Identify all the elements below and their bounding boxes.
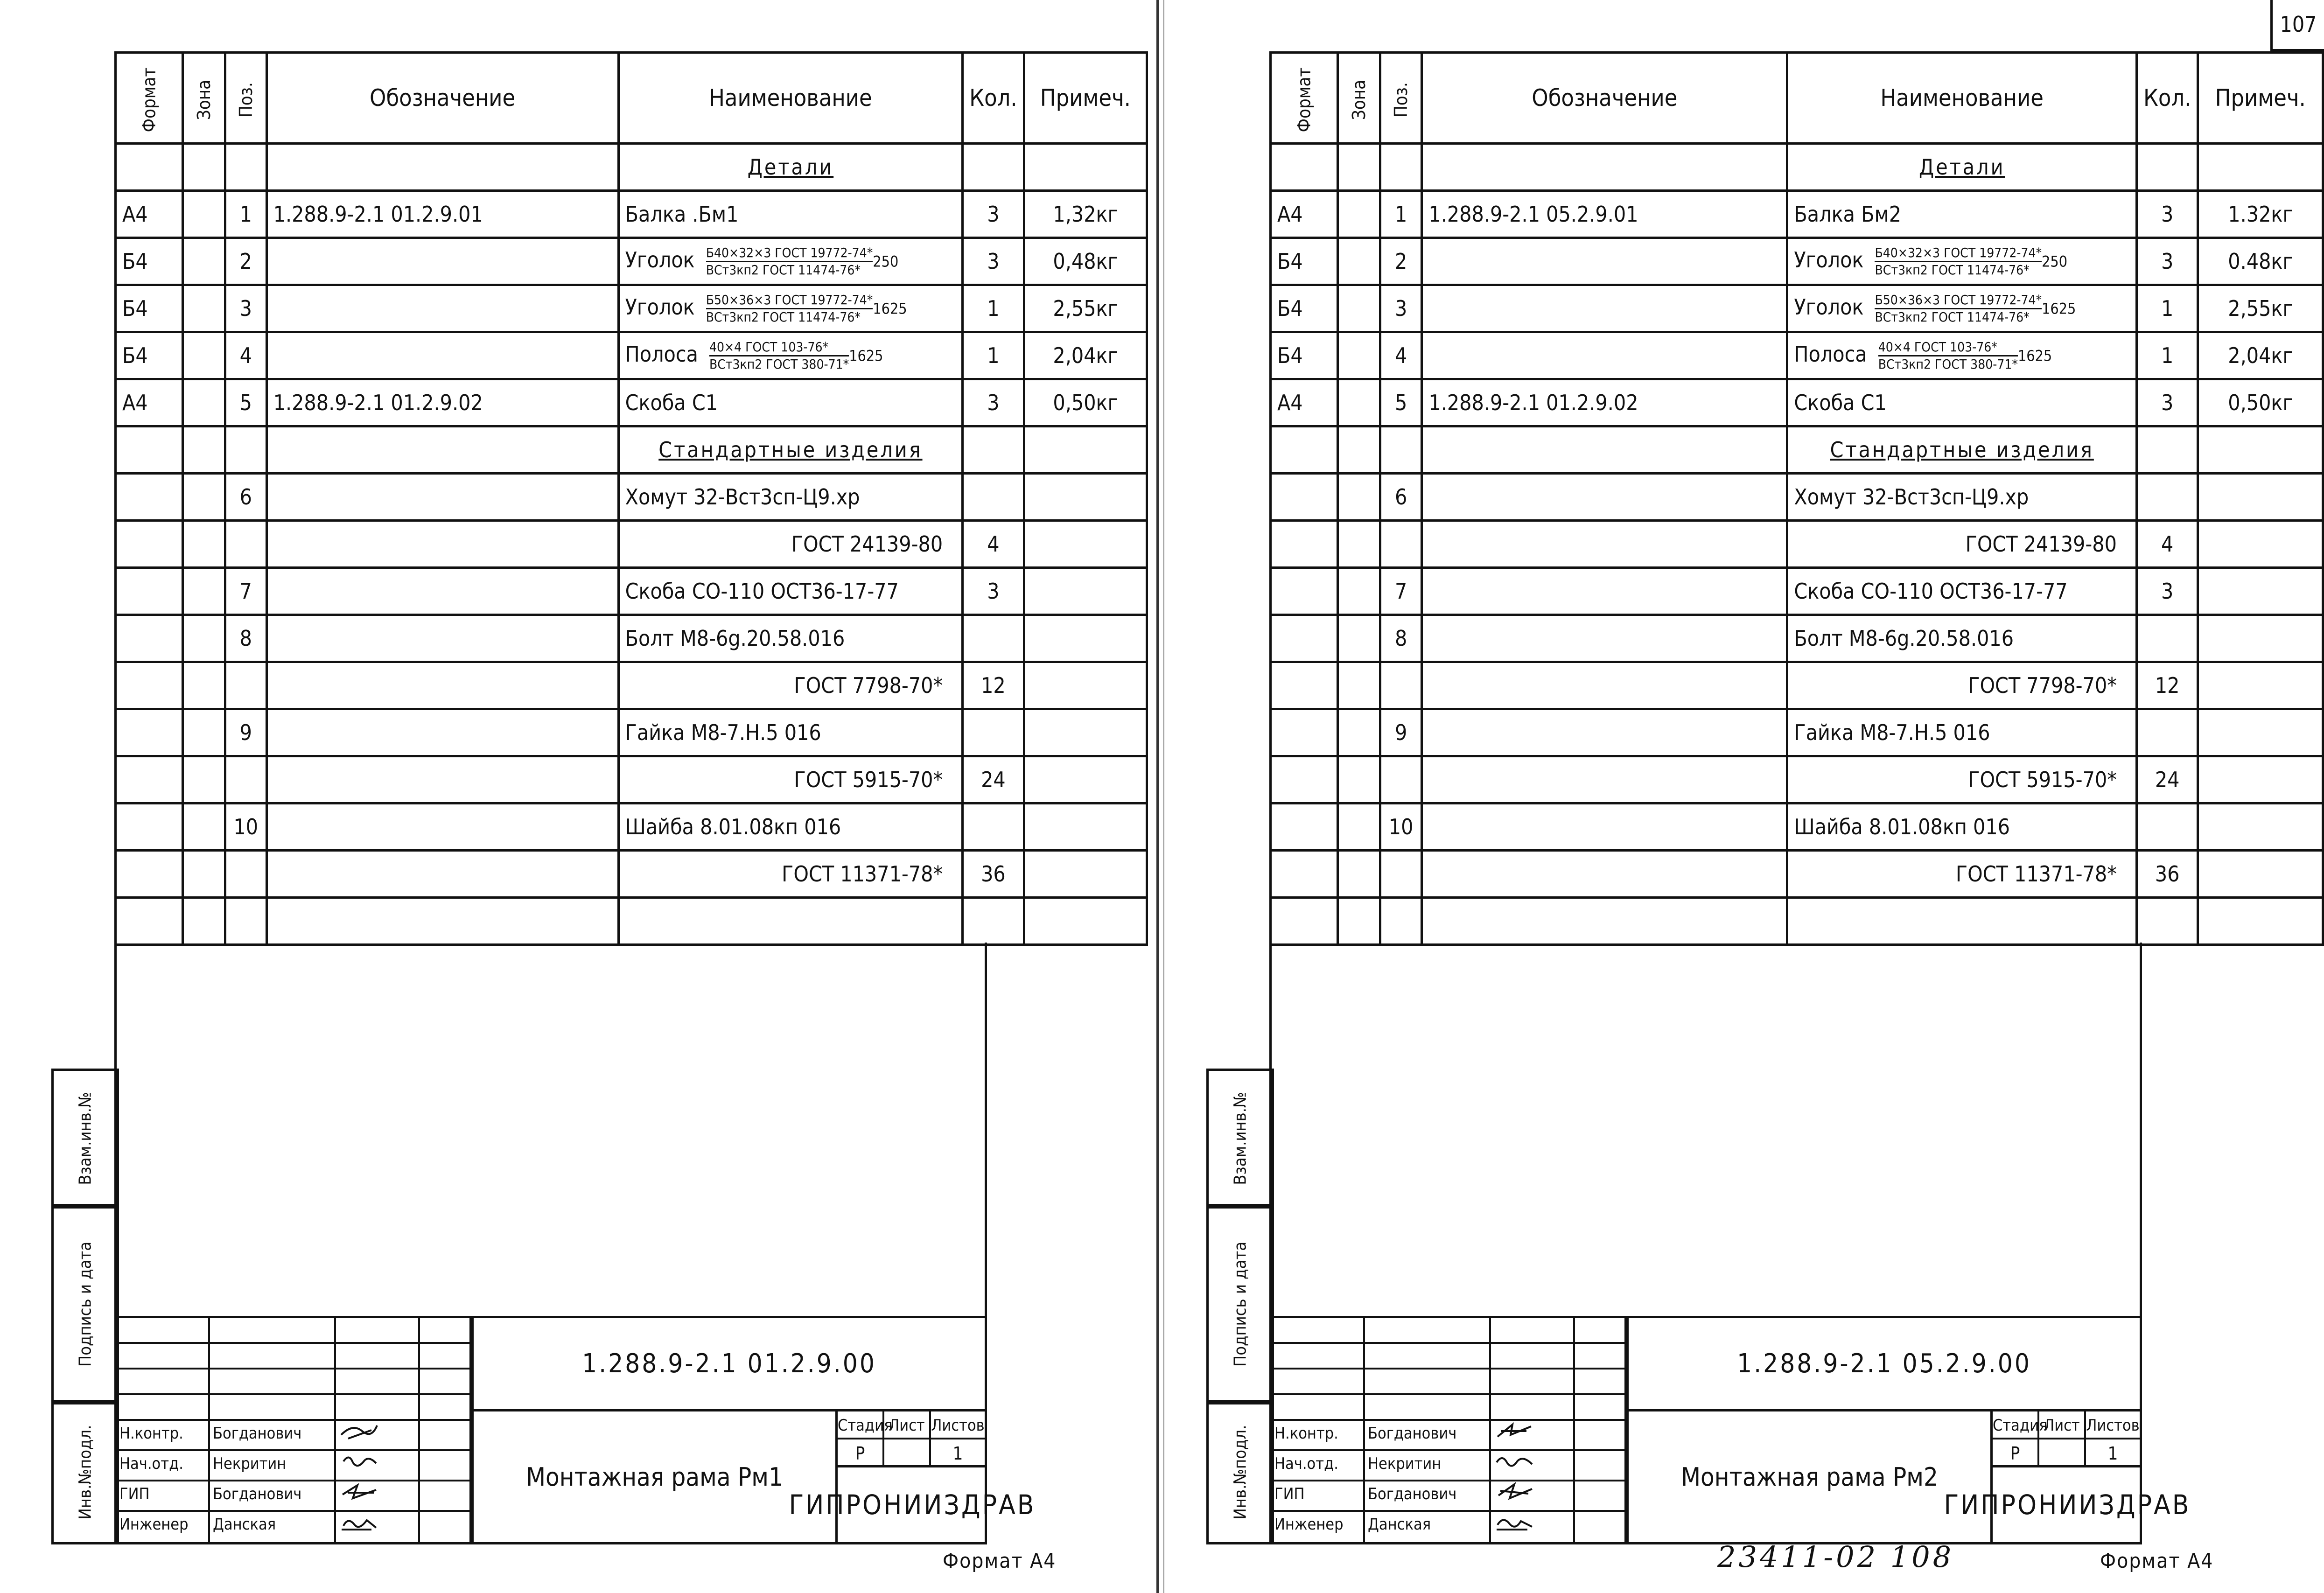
signature-mark: [339, 1512, 379, 1532]
name-cell: Полоса $\frac{\text{40×4 ГОСТ 103-76*}}{\text{ВСт3кп2 ГОСТ 380-71*}}1625$: [618, 332, 963, 379]
name-cell: ГОСТ 5915-70*: [618, 756, 963, 803]
table-row: 6 Хомут 32-Вст3сп-Ц9.хр: [116, 474, 1147, 521]
table-row: [116, 898, 1147, 945]
name-cell: Скоба С1: [1787, 379, 2137, 426]
signature-cell: [336, 1481, 420, 1512]
header-designation: Обозначение: [266, 53, 618, 144]
handwritten-archive-number: 23411-02 108: [1717, 1540, 1954, 1574]
designation-cell: 1.288.9-2.1 05.2.9.01: [1422, 191, 1787, 238]
sidebar-inv: Инв.№подл.: [1206, 1400, 1274, 1544]
signature-mark: [339, 1421, 379, 1441]
table-row: ГОСТ 11371-78* 36: [1271, 851, 2323, 898]
document-title: Монтажная рама Рм1: [471, 1411, 835, 1542]
name-cell: Хомут 32-Вст3сп-Ц9.хр: [1787, 474, 2137, 521]
name-cell: Богданович: [210, 1481, 336, 1512]
table-row: 7 Скоба СО-110 ОСТ36-17-77 3: [116, 568, 1147, 615]
signature-cell: [336, 1421, 420, 1451]
signature-mark: [339, 1451, 379, 1472]
name-cell: ГОСТ 24139-80: [618, 521, 963, 568]
name-cell: ГОСТ 11371-78*: [618, 851, 963, 898]
section-title: Детали: [1787, 144, 2137, 191]
table-row: Б4 3 Уголок $\frac{\text{Б50×36×3 ГОСТ 19772-74*}}{\text{ВСт3кп2 ГОСТ 11474-76*}}1625$ 1 2,55кг: [116, 285, 1147, 332]
sheet-label: Лист: [2039, 1411, 2086, 1439]
name-cell: Болт М8-6g.20.58.016: [618, 615, 963, 662]
name-cell: Данская: [1365, 1512, 1491, 1542]
name-cell: Балка .Бм1: [618, 191, 963, 238]
signature-grid: [117, 1318, 471, 1542]
page-number: 107: [2270, 0, 2324, 51]
header-zone: Зона: [182, 53, 225, 144]
organization-name: ГИПРОНИИЗДРАВ: [1944, 1489, 2191, 1521]
name-cell: Некритин: [210, 1451, 336, 1481]
role-cell: Инженер: [1272, 1512, 1365, 1542]
table-row: Б4 4 Полоса $\frac{\text{40×4 ГОСТ 103-76*}}{\text{ВСт3кп2 ГОСТ 380-71*}}1625$ 1 2,04кг: [1271, 332, 2323, 379]
name-cell: Скоба СО-110 ОСТ36-17-77: [618, 568, 963, 615]
table-header: [1271, 53, 2323, 144]
sheet-value: [2039, 1439, 2086, 1467]
table-row: 8 Болт М8-6g.20.58.016: [116, 615, 1147, 662]
table-row: 9 Гайка М8-7.Н.5 016: [116, 709, 1147, 756]
document-code: 1.288.9-2.1 05.2.9.00: [1626, 1318, 2140, 1411]
header-pos: Поз.: [1380, 53, 1422, 144]
name-cell: Балка Бм2: [1787, 191, 2137, 238]
table-header: [116, 53, 1147, 144]
table-row: 6 Хомут 32-Вст3сп-Ц9.хр: [1271, 474, 2323, 521]
name-cell: Хомут 32-Вст3сп-Ц9.хр: [618, 474, 963, 521]
section-title: Детали: [618, 144, 963, 191]
title-block: [114, 1316, 1036, 1544]
signature-cell: [1491, 1512, 1575, 1542]
signature-mark: [1494, 1451, 1534, 1472]
signature-grid: [1272, 1318, 1626, 1542]
name-cell: ГОСТ 11371-78*: [1787, 851, 2137, 898]
name-cell: Шайба 8.01.08кп 016: [618, 803, 963, 851]
name-cell: Некритин: [1365, 1451, 1491, 1481]
signature-mark: [1494, 1481, 1534, 1502]
name-cell: ГОСТ 7798-70*: [618, 662, 963, 709]
header-designation: Обозначение: [1422, 53, 1787, 144]
name-cell: Полоса $\frac{\text{40×4 ГОСТ 103-76*}}{\text{ВСт3кп2 ГОСТ 380-71*}}1625$: [1787, 332, 2137, 379]
name-cell: Скоба СО-110 ОСТ36-17-77: [1787, 568, 2137, 615]
name-cell: Уголок $\frac{\text{Б50×36×3 ГОСТ 19772-74*}}{\text{ВСт3кп2 ГОСТ 11474-76*}}1625$: [1787, 285, 2137, 332]
signature-mark: [339, 1481, 379, 1502]
section-title: Стандартные изделия: [618, 426, 963, 474]
section-row-standard: [116, 426, 1147, 474]
table-row: ГОСТ 5915-70* 24: [1271, 756, 2323, 803]
name-cell: Богданович: [1365, 1421, 1491, 1451]
signature-mark: [1494, 1512, 1534, 1532]
sheet-fold: [1156, 0, 1159, 1593]
table-row: Б4 3 Уголок $\frac{\text{Б50×36×3 ГОСТ 19772-74*}}{\text{ВСт3кп2 ГОСТ 11474-76*}}1625$ 1 2,55кг: [1271, 285, 2323, 332]
name-cell: ГОСТ 7798-70*: [1787, 662, 2137, 709]
section-row-parts: [1271, 144, 2323, 191]
table-row: ГОСТ 5915-70* 24: [116, 756, 1147, 803]
signature-mark: [1494, 1421, 1534, 1441]
table-row: [1271, 898, 2323, 945]
spec-sheet-right: [1176, 0, 2324, 1593]
name-cell: Данская: [210, 1512, 336, 1542]
document-title: Монтажная рама Рм2: [1626, 1411, 1990, 1542]
table-row: 9 Гайка М8-7.Н.5 016: [1271, 709, 2323, 756]
name-cell: Богданович: [210, 1421, 336, 1451]
stage-value: Р: [838, 1439, 884, 1467]
sheets-label: Листов: [931, 1411, 985, 1439]
title-block: [1269, 1316, 2191, 1544]
section-row-parts: [116, 144, 1147, 191]
name-cell: Уголок $\frac{\text{Б40×32×3 ГОСТ 19772-74*}}{\text{ВСт3кп2 ГОСТ 11474-76*}}250$: [1787, 238, 2137, 285]
sidebar-podpis: Подпись и дата: [1206, 1204, 1274, 1404]
header-format: Формат: [1271, 53, 1338, 144]
stage-label: Стадия: [838, 1411, 884, 1439]
sidebar-vzam: Взам.инв.№: [51, 1069, 119, 1209]
header-note: Примеч.: [2198, 53, 2323, 144]
sidebar-vzam: Взам.инв.№: [1206, 1069, 1274, 1209]
signature-cell: [1491, 1451, 1575, 1481]
header-name: Наименование: [1787, 53, 2137, 144]
role-cell: ГИП: [1272, 1481, 1365, 1512]
section-row-standard: [1271, 426, 2323, 474]
name-cell: Богданович: [1365, 1481, 1491, 1512]
table-row: ГОСТ 11371-78* 36: [116, 851, 1147, 898]
header-name: Наименование: [618, 53, 963, 144]
role-cell: Нач.отд.: [117, 1451, 210, 1481]
role-cell: Нач.отд.: [1272, 1451, 1365, 1481]
sheet-fold-shadow: [1163, 0, 1164, 1593]
name-cell: Гайка М8-7.Н.5 016: [1787, 709, 2137, 756]
document-code: 1.288.9-2.1 01.2.9.00: [471, 1318, 985, 1411]
header-pos: Поз.: [225, 53, 266, 144]
name-cell: Скоба С1: [618, 379, 963, 426]
organization-name: ГИПРОНИИЗДРАВ: [789, 1489, 1036, 1521]
role-cell: Н.контр.: [1272, 1421, 1365, 1451]
table-row: 7 Скоба СО-110 ОСТ36-17-77 3: [1271, 568, 2323, 615]
section-title: Стандартные изделия: [1787, 426, 2137, 474]
stage-label: Стадия: [1993, 1411, 2039, 1439]
name-cell: Уголок $\frac{\text{Б50×36×3 ГОСТ 19772-74*}}{\text{ВСт3кп2 ГОСТ 11474-76*}}1625$: [618, 285, 963, 332]
table-row: ГОСТ 7798-70* 12: [1271, 662, 2323, 709]
table-row: 8 Болт М8-6g.20.58.016: [1271, 615, 2323, 662]
name-cell: ГОСТ 5915-70*: [1787, 756, 2137, 803]
header-note: Примеч.: [1024, 53, 1147, 144]
header-qty: Кол.: [963, 53, 1024, 144]
role-cell: ГИП: [117, 1481, 210, 1512]
sheets-value: 1: [931, 1439, 985, 1467]
stage-block: [789, 1411, 1036, 1542]
table-row: ГОСТ 7798-70* 12: [116, 662, 1147, 709]
table-row: А4 1 1.288.9-2.1 05.2.9.01 Балка Бм2 3 1.32кг: [1271, 191, 2323, 238]
sheets-value: 1: [2086, 1439, 2140, 1467]
name-cell: Уголок $\frac{\text{Б40×32×3 ГОСТ 19772-74*}}{\text{ВСт3кп2 ГОСТ 11474-76*}}250$: [618, 238, 963, 285]
table-row: 10 Шайба 8.01.08кп 016: [1271, 803, 2323, 851]
table-row: 10 Шайба 8.01.08кп 016: [116, 803, 1147, 851]
table-row: А4 1 1.288.9-2.1 01.2.9.01 Балка .Бм1 3 1,32кг: [116, 191, 1147, 238]
sidebar-podpis: Подпись и дата: [51, 1204, 119, 1404]
sheets-label: Листов: [2086, 1411, 2140, 1439]
table-row: А4 5 1.288.9-2.1 01.2.9.02 Скоба С1 3 0,50кг: [116, 379, 1147, 426]
format-label: Формат А4: [943, 1549, 1057, 1573]
header-qty: Кол.: [2136, 53, 2198, 144]
designation-cell: 1.288.9-2.1 01.2.9.02: [1422, 379, 1787, 426]
spec-sheet-left: [0, 0, 1148, 1593]
name-cell: ГОСТ 24139-80: [1787, 521, 2137, 568]
table-row: ГОСТ 24139-80 4: [116, 521, 1147, 568]
role-cell: Н.контр.: [117, 1421, 210, 1451]
header-format: Формат: [116, 53, 183, 144]
role-cell: Инженер: [117, 1512, 210, 1542]
name-cell: Шайба 8.01.08кп 016: [1787, 803, 2137, 851]
table-row: Б4 2 Уголок $\frac{\text{Б40×32×3 ГОСТ 19772-74*}}{\text{ВСт3кп2 ГОСТ 11474-76*}}250$ 3 0,48кг: [116, 238, 1147, 285]
table-row: Б4 2 Уголок $\frac{\text{Б40×32×3 ГОСТ 19772-74*}}{\text{ВСт3кп2 ГОСТ 11474-76*}}250$ 3 0.48кг: [1271, 238, 2323, 285]
designation-cell: 1.288.9-2.1 01.2.9.01: [266, 191, 618, 238]
spec-table: [114, 51, 1148, 946]
sheet-label: Лист: [884, 1411, 931, 1439]
table-row: А4 5 1.288.9-2.1 01.2.9.02 Скоба С1 3 0,50кг: [1271, 379, 2323, 426]
spec-table: [1269, 51, 2324, 946]
format-label: Формат А4: [2100, 1549, 2214, 1573]
signature-cell: [1491, 1421, 1575, 1451]
header-zone: Зона: [1337, 53, 1380, 144]
stage-value: Р: [1993, 1439, 2039, 1467]
signature-cell: [336, 1451, 420, 1481]
table-row: Б4 4 Полоса $\frac{\text{40×4 ГОСТ 103-76*}}{\text{ВСт3кп2 ГОСТ 380-71*}}1625$ 1 2,04кг: [116, 332, 1147, 379]
signature-cell: [336, 1512, 420, 1542]
stage-block: [1944, 1411, 2191, 1542]
table-row: ГОСТ 24139-80 4: [1271, 521, 2323, 568]
name-cell: Гайка М8-7.Н.5 016: [618, 709, 963, 756]
sheet-value: [884, 1439, 931, 1467]
signature-cell: [1491, 1481, 1575, 1512]
sidebar-inv: Инв.№подл.: [51, 1400, 119, 1544]
name-cell: Болт М8-6g.20.58.016: [1787, 615, 2137, 662]
designation-cell: 1.288.9-2.1 01.2.9.02: [266, 379, 618, 426]
